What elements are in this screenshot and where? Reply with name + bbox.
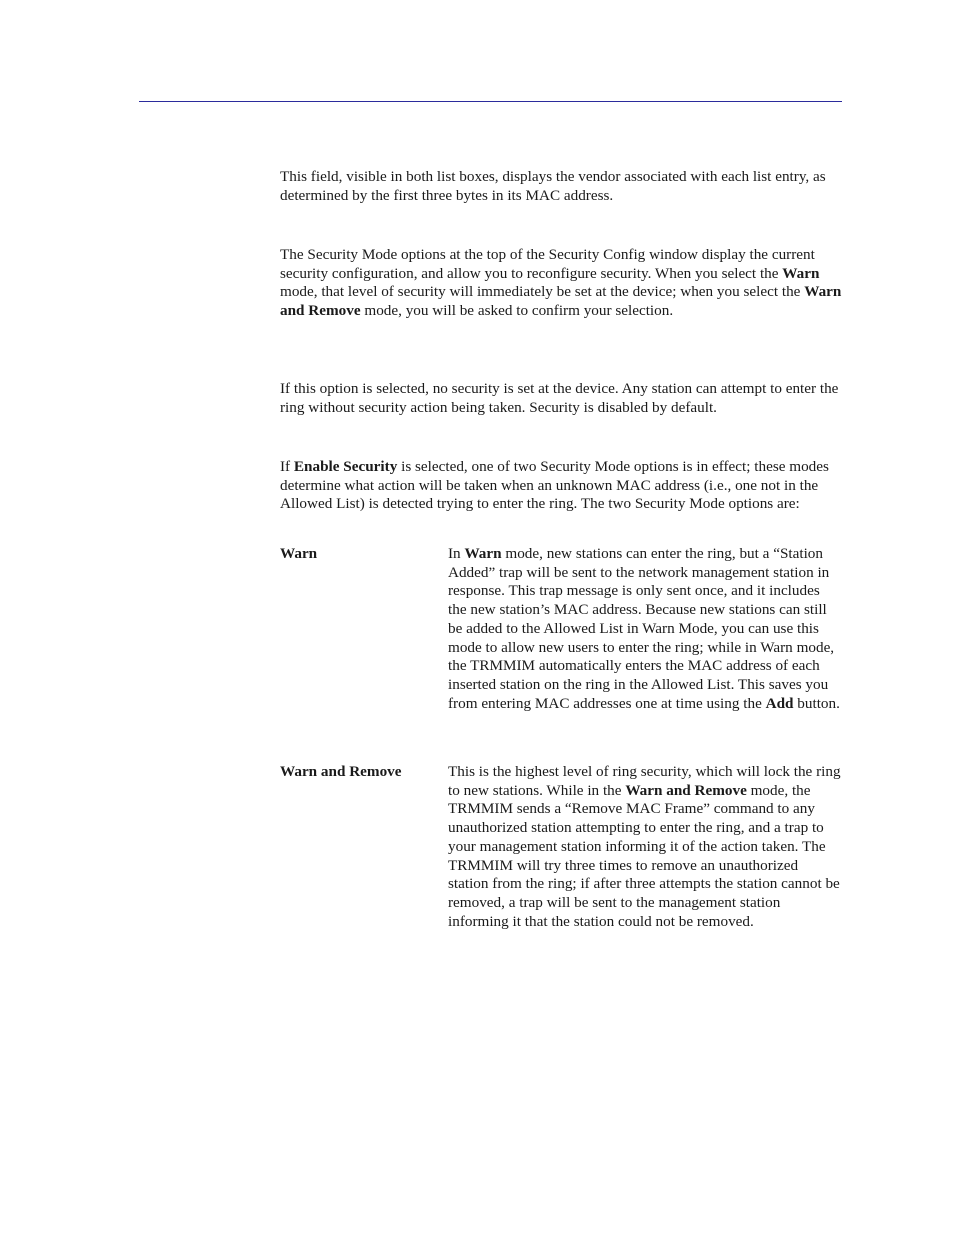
- warn-term: Warn: [782, 264, 820, 282]
- definition-warn: In Warn mode, new stations can enter the ring, but a “Station Added” trap will be sent to the network management station in response. This trap message is only sent once, and it includes the new station’s MAC address. Because new stations can still be added to the Allowed List in Warn Mode, you can use this mode to allow new users to enter the ring; while in Warn mode, the TRMMIM automatically enters the MAC address of each inserted station on the ring in the Allowed List. This saves you from entering MAC addresses one at time using the Add button.: [448, 545, 840, 712]
- warn-and-remove-term: Warn and Remove: [280, 283, 842, 320]
- definition-warn-and-remove: This is the highest level of ring security, which will lock the ring to new stations. While in the Warn and Remove mode, the TRMMIM sends a “Remove MAC Frame” command to any unauthorized station attempting to enter the ring, and a trap to your management station informing it of the action taken. The TRMMIM will try three times to remove an unauthorized station from the ring; if after three attempts the station cannot be removed, a trap will be sent to the management station informing it that the station could not be removed.: [448, 763, 841, 930]
- add-button-term: Add: [765, 694, 794, 712]
- disable-security-description: If this option is selected, no security is set at the device. Any station can attempt to enter the ring without security action being taken. Security is disabled by default.: [280, 380, 839, 416]
- enable-security-description: If Enable Security is selected, one of two Security Mode options is in effect; these modes determine what action will be taken when an unknown MAC address (i.e., one not in the Allowed List) is detected trying to enter the ring. The two Security Mode options are:: [280, 458, 829, 513]
- definition-term-warn: Warn: [280, 545, 318, 562]
- vendor-description: This field, visible in both list boxes, displays the vendor associated with each list entry, as determined by the first three bytes in its MAC address.: [280, 168, 826, 204]
- enable-security-term: Enable Security: [293, 458, 398, 475]
- header-rule: [139, 101, 842, 102]
- security-mode-intro: The Security Mode options at the top of the Security Config window display the current security configuration, and allow you to reconfigure security. When you select the Warn mode, that level of security will immediately be set at the device; when you select the Warn and Remove mode, you will be asked to confirm your selection.: [280, 246, 842, 320]
- definition-term-warn-and-remove: Warn and Remove: [280, 763, 402, 780]
